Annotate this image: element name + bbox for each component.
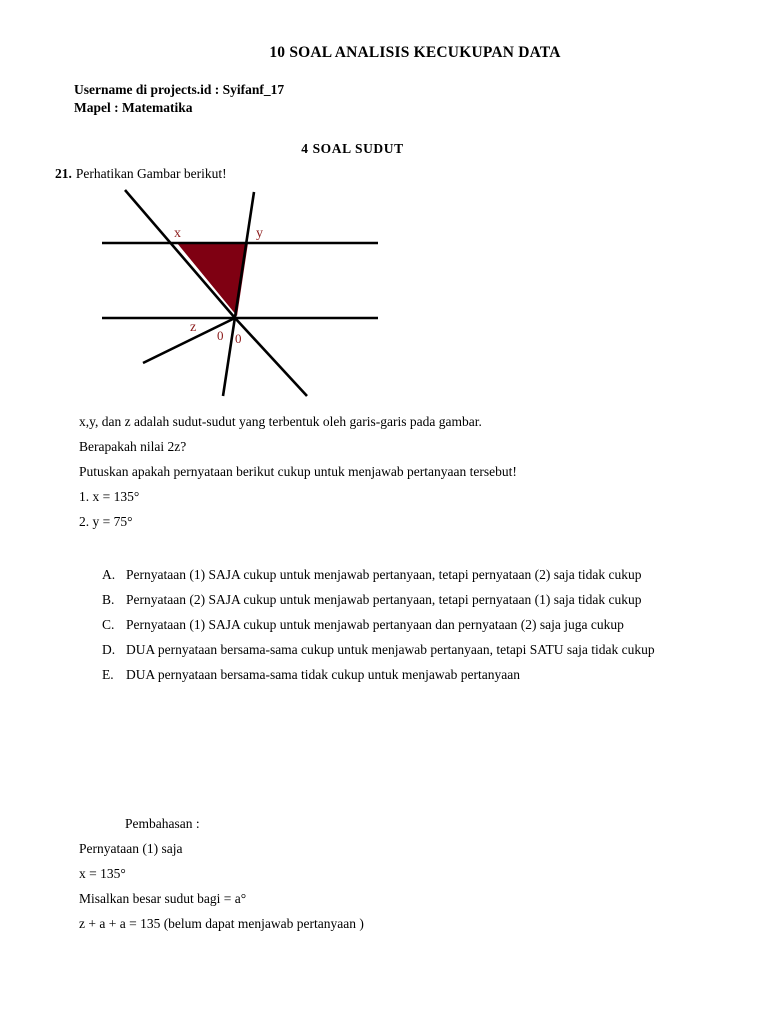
option-text: Pernyataan (1) SAJA cukup untuk menjawab pertanyaan dan pernyataan (2) saja juga cukup [126,617,624,632]
option-letter: B. [102,592,115,607]
option-c [102,612,695,637]
transversal-lower-right [235,318,307,396]
question-intro-text: Perhatikan Gambar berikut! [75,166,227,181]
option-b [102,587,695,612]
solution-line-4: z + a + a = 135 (belum dapat menjawab pertanyaan ) [79,916,364,931]
solution-line-2: x = 135° [79,866,126,881]
option-text: Pernyataan (2) SAJA cukup untuk menjawab pertanyaan, tetapi pernyataan (1) saja tidak cukup [126,592,642,607]
option-text: DUA pernyataan bersama-sama tidak cukup untuk menjawab pertanyaan [126,667,520,682]
option-text: DUA pernyataan bersama-sama cukup untuk menjawab pertanyaan, tetapi SATU saja tidak cukup [126,642,655,657]
statement-1: 1. x = 135° [79,489,140,504]
solution-heading: Pembahasan : [125,816,200,831]
option-letter: D. [102,642,116,657]
solution-line-1: Pernyataan (1) saja [79,841,183,856]
label-x: x [174,226,181,241]
label-angle-a1: 0 [217,328,224,343]
angle-figure [95,183,385,403]
label-angle-a2: 0 [235,331,242,346]
option-letter: E. [102,667,114,682]
question-line-2: Berapakah nilai 2z? [79,439,187,454]
option-a [102,562,695,587]
question-intro [55,166,227,182]
question-line-1: x,y, dan z adalah sudut-sudut yang terbentuk oleh garis-garis pada gambar. [79,414,482,429]
question-number: 21. [55,166,72,181]
option-letter: A. [102,567,116,582]
question-line-3: Putuskan apakah pernyataan berikut cukup untuk menjawab pertanyaan tersebut! [79,464,517,479]
answer-options [102,562,695,687]
option-d [102,637,695,662]
username-line: Username di projects.id : Syifanf_17 [74,82,285,97]
document-title: 10 SOAL ANALISIS KECUKUPAN DATA [269,44,561,61]
option-e [102,662,695,687]
subject-line: Mapel : Matematika [74,100,193,115]
label-y: y [256,226,263,241]
solution-line-3: Misalkan besar sudut bagi = a° [79,891,247,906]
label-z: z [190,320,197,335]
section-heading: 4 SOAL SUDUT [301,141,404,156]
option-text: Pernyataan (1) SAJA cukup untuk menjawab pertanyaan, tetapi pernyataan (2) saja tidak cukup [126,567,642,582]
option-letter: C. [102,617,115,632]
statement-2: 2. y = 75° [79,514,133,529]
